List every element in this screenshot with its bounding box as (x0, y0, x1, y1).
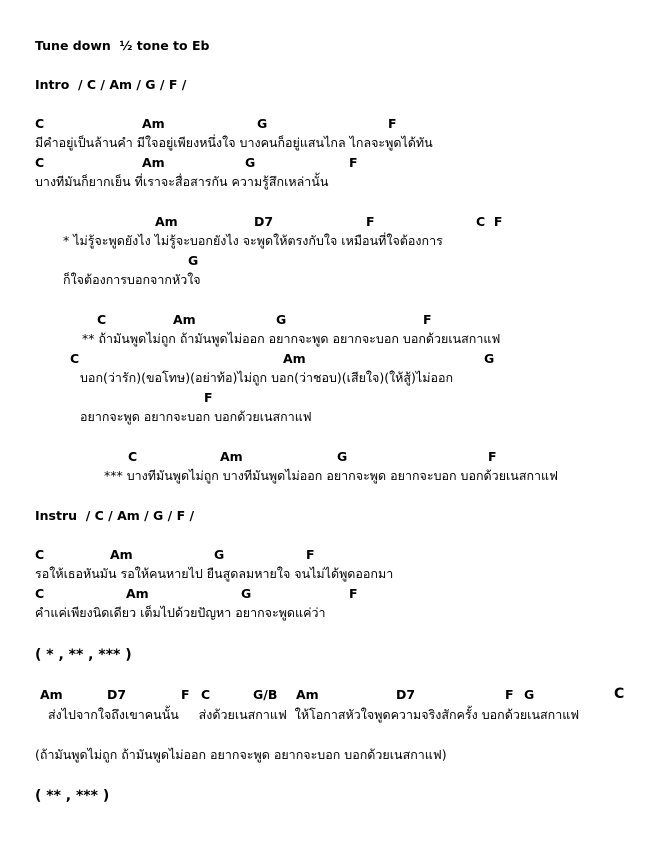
chord: C (35, 547, 45, 562)
chord: C (35, 155, 45, 170)
chord: Am (40, 687, 63, 702)
tuning-note: Tune down ½ tone to Eb (35, 38, 210, 53)
chord: G (245, 155, 256, 170)
note-line: (ถ้ามันพูดไม่ถูก ถ้ามันพูดไม่ออก อยากจะพูด อยากจะบอก บอกด้วยเนสกาแฟ) (35, 747, 447, 762)
chord: D7 (107, 687, 127, 702)
chord: Am (155, 214, 178, 229)
chord: F (423, 312, 432, 327)
lyric-line: คำแค่เพียงนิดเดียว เต็มไปด้วยปัญหา อยากจะพูดแค่ว่า (35, 605, 326, 620)
chord: F (366, 214, 375, 229)
lyric-line: *** บางทีมันพูดไม่ถูก บางทีมันพูดไม่ออก อยากจะพูด อยากจะบอก บอกด้วยเนสกาแฟ (104, 468, 558, 483)
chord: F (181, 687, 190, 702)
lyric-line: บอก(ว่ารัก)(ขอโทษ)(อย่าท้อ)ไม่ถูก บอก(ว่าชอบ)(เสียใจ)(ให้สู้)ไม่ออก (80, 370, 454, 385)
chord: G (337, 449, 348, 464)
chord: Am (126, 586, 149, 601)
chord: Am (142, 116, 165, 131)
chord: F (488, 449, 497, 464)
chord: D7 (396, 687, 416, 702)
lyric-line: ก็ใจต้องการบอกจากหัวใจ (63, 272, 201, 287)
chord: F (388, 116, 397, 131)
chord: Am (296, 687, 319, 702)
lyric-line: มีคำอยู่เป็นล้านคำ มีใจอยู่เพียงหนึ่งใจ บางคนก็อยู่แสนไกล ไกลจะพูดได้ทัน (35, 135, 433, 150)
chord: C (70, 351, 80, 366)
lyric-line: * ไม่รู้จะพูดยังไง ไม่รู้จะบอกยังไง จะพูดให้ตรงกับใจ เหมือนที่ใจต้องการ (63, 233, 443, 248)
lyric-line: รอให้เธอหันมัน รอให้คนหายไป ยืนสูดลมหายใจ จนไม่ได้พูดออกมา (35, 566, 394, 581)
chord: G (484, 351, 495, 366)
chord: G (214, 547, 225, 562)
lyric-line: อยากจะพูด อยากจะบอก บอกด้วยเนสกาแฟ (80, 409, 312, 424)
chord: F (349, 155, 358, 170)
lyric-line: ** ถ้ามันพูดไม่ถูก ถ้ามันพูดไม่ออก อยากจะพูด อยากจะบอก บอกด้วยเนสกาแฟ (82, 331, 501, 346)
chord: C (201, 687, 211, 702)
chord: Am (110, 547, 133, 562)
chord: C (35, 116, 45, 131)
chord: C (614, 686, 625, 702)
chord: Am (142, 155, 165, 170)
instru-line: Instru / C / Am / G / F / (35, 508, 195, 523)
intro-line: Intro / C / Am / G / F / (35, 77, 187, 92)
chord: Am (173, 312, 196, 327)
chord: D7 (254, 214, 274, 229)
chord: G (257, 116, 268, 131)
chord: F (349, 586, 358, 601)
chord: C F (476, 214, 503, 229)
chord: C (35, 586, 45, 601)
chord: G/B (253, 687, 278, 702)
chord: F (505, 687, 514, 702)
repeat-marker: ( ** , *** ) (35, 788, 110, 804)
lyric-line: ส่งไปจากใจถึงเขาคนนั้น ส่งด้วยเนสกาแฟ ให้โอกาสหัวใจพูดความจริงสักครั้ง บอกด้วยเนสกาแฟ (48, 707, 580, 722)
chord: Am (283, 351, 306, 366)
chord: Am (220, 449, 243, 464)
chord: G (276, 312, 287, 327)
chord: G (524, 687, 535, 702)
chord: C (97, 312, 107, 327)
repeat-marker: ( * , ** , *** ) (35, 647, 132, 663)
chord: G (241, 586, 252, 601)
chord: G (188, 253, 199, 268)
chord: C (128, 449, 138, 464)
lyric-line: บางทีมันก็ยากเย็น ที่เราจะสื่อสารกัน ความรู้สึกเหล่านั้น (35, 174, 329, 189)
chord: F (204, 390, 213, 405)
chord: F (306, 547, 315, 562)
